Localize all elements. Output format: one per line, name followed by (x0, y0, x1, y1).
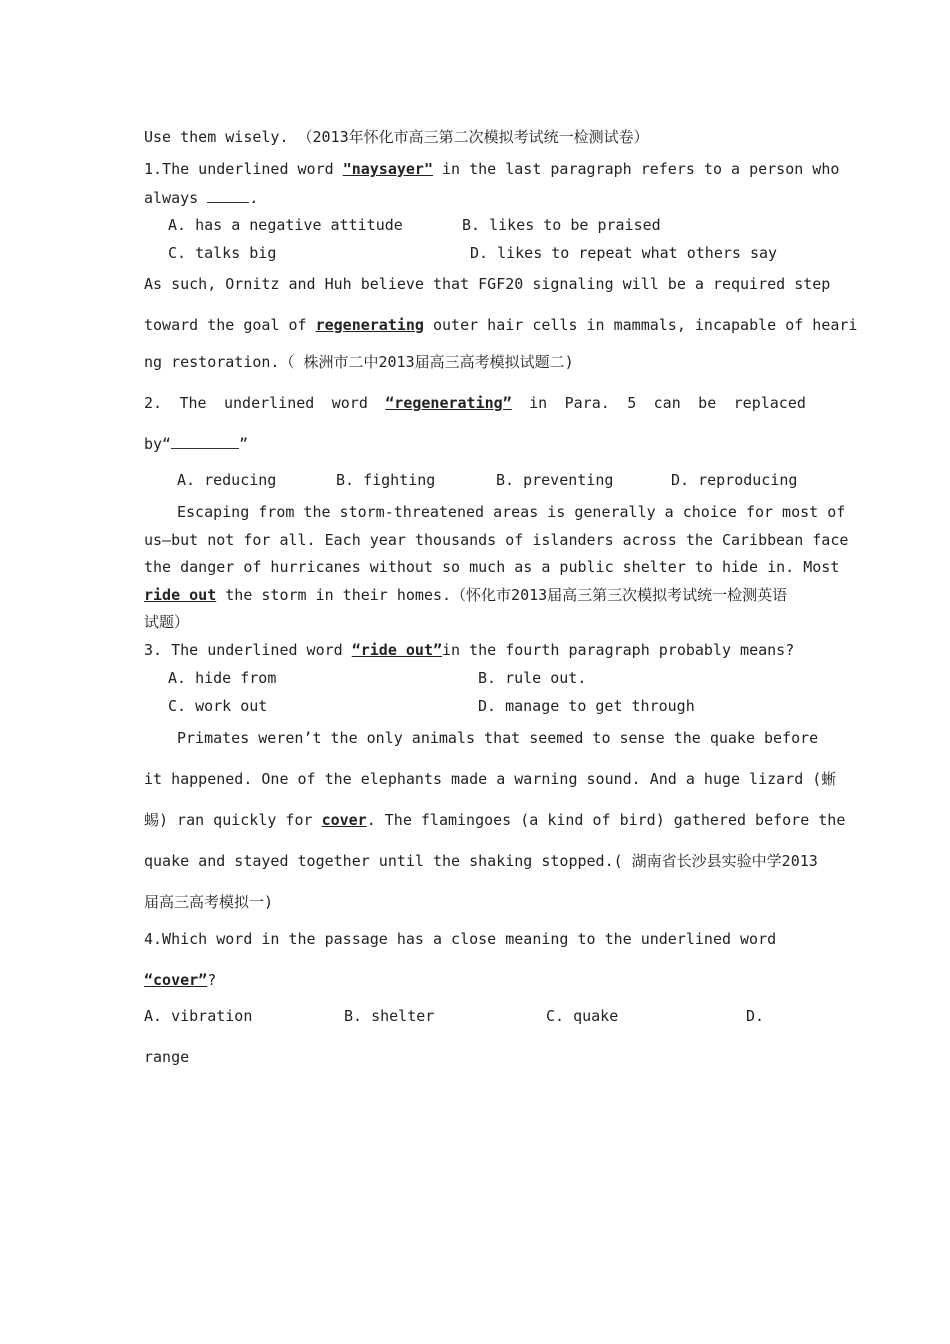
passage-4-line: 届高三高考模拟一) (144, 893, 274, 911)
question-text: Para. (564, 394, 610, 412)
question-text: 3. The underlined word (144, 641, 352, 659)
underlined-word-regenerating: regenerating (315, 316, 424, 334)
passage-3-line: the danger of hurricanes without so much as a public shelter to hide in. Most (144, 558, 840, 576)
underlined-word-ride-out-quoted: “ride out” (351, 641, 443, 659)
q1-option-b: B. likes to be praised (462, 216, 661, 234)
question-text: word (331, 394, 368, 412)
underlined-word-regenerating-quoted: “regenerating” (385, 394, 512, 412)
q3-option-d: D. manage to get through (478, 697, 695, 715)
passage-4-line: quake and stayed together until the shaking stopped.( 湖南省长沙县实验中学2013 (144, 852, 818, 870)
q1-option-c: C. talks big (168, 244, 277, 262)
underlined-word-cover: cover (321, 811, 367, 829)
question-number: 2. (144, 394, 163, 412)
passage-4-line (144, 811, 845, 829)
question-text: underlined (224, 394, 315, 412)
passage-3-line: Escaping from the storm-threatened areas is generally a choice for most of (177, 503, 846, 521)
q2-option-a: A. reducing (177, 471, 277, 489)
question-text: 1.The underlined word (144, 160, 343, 178)
passage-text: outer hair cells in mammals, incapable of heari (423, 316, 858, 334)
passage-2-line: ng restoration.（ 株洲市二中2013届高三高考模拟试题二) (144, 353, 574, 371)
q1-option-a: A. has a negative attitude (168, 216, 403, 234)
question-text: 5 (627, 394, 637, 412)
question-4-stem-cont (144, 971, 216, 989)
question-text: ” (239, 435, 249, 453)
question-2-stem (144, 394, 806, 412)
passage-4-line: it happened. One of the elephants made a warning sound. And a huge lizard (蜥 (144, 770, 837, 788)
underlined-word-ride-out: ride out (144, 586, 217, 604)
q1-option-d: D. likes to repeat what others say (470, 244, 778, 262)
q3-option-b: B. rule out. (478, 669, 587, 687)
passage-text: 蜴) ran quickly for (144, 811, 322, 829)
source-line: Use them wisely. （2013年怀化市高三第二次模拟考试统一检测试卷） (144, 128, 649, 146)
q2-option-d: D. reproducing (671, 471, 798, 489)
passage-text: . The flamingoes (a kind of bird) gathered before the (366, 811, 846, 829)
question-text: in (529, 394, 548, 412)
passage-3-line: 试题） (144, 613, 190, 631)
q3-option-a: A. hide from (168, 669, 277, 687)
question-text: ? (207, 971, 217, 989)
q4-option-b: B. shelter (344, 1007, 435, 1025)
passage-text: the storm in their homes.（怀化市2013届高三第三次模拟考试统一检测英语 (216, 586, 788, 604)
passage-4-line: Primates weren’t the only animals that seemed to sense the quake before (177, 729, 819, 747)
question-text: in the fourth paragraph probably means? (442, 641, 795, 659)
q4-option-a: A. vibration (144, 1007, 253, 1025)
question-text: can (653, 394, 681, 412)
question-3-stem (144, 641, 794, 659)
question-text: The (179, 394, 207, 412)
q4-option-d: D. (746, 1007, 765, 1025)
q4-option-c: C. quake (546, 1007, 619, 1025)
question-4-stem: 4.Which word in the passage has a close meaning to the underlined word (144, 930, 777, 948)
passage-2-line: As such, Ornitz and Huh believe that FGF20 signaling will be a required step (144, 275, 831, 293)
question-text: in the last paragraph refers to a person who (433, 160, 840, 178)
passage-3-line: us—but not for all. Each year thousands of islanders across the Caribbean face (144, 531, 849, 549)
answer-blank (171, 434, 239, 449)
question-1-stem (144, 160, 839, 178)
question-text: be (698, 394, 717, 412)
q3-option-c: C. work out (168, 697, 268, 715)
q2-option-c: B. preventing (496, 471, 614, 489)
passage-2-line (144, 316, 857, 334)
question-text: replaced (733, 394, 806, 412)
question-1-stem-cont (144, 188, 258, 207)
question-2-stem-cont (144, 434, 248, 453)
underlined-word-cover-quoted: “cover” (144, 971, 208, 989)
q4-option-d-text: range (144, 1048, 190, 1066)
passage-text: toward the goal of (144, 316, 316, 334)
question-text: . (249, 189, 259, 207)
passage-3-line (144, 586, 787, 604)
q2-option-b: B. fighting (336, 471, 436, 489)
question-text: always (144, 189, 208, 207)
underlined-word-naysayer: "naysayer" (342, 160, 433, 178)
answer-blank (207, 188, 249, 203)
question-text: by“ (144, 435, 172, 453)
